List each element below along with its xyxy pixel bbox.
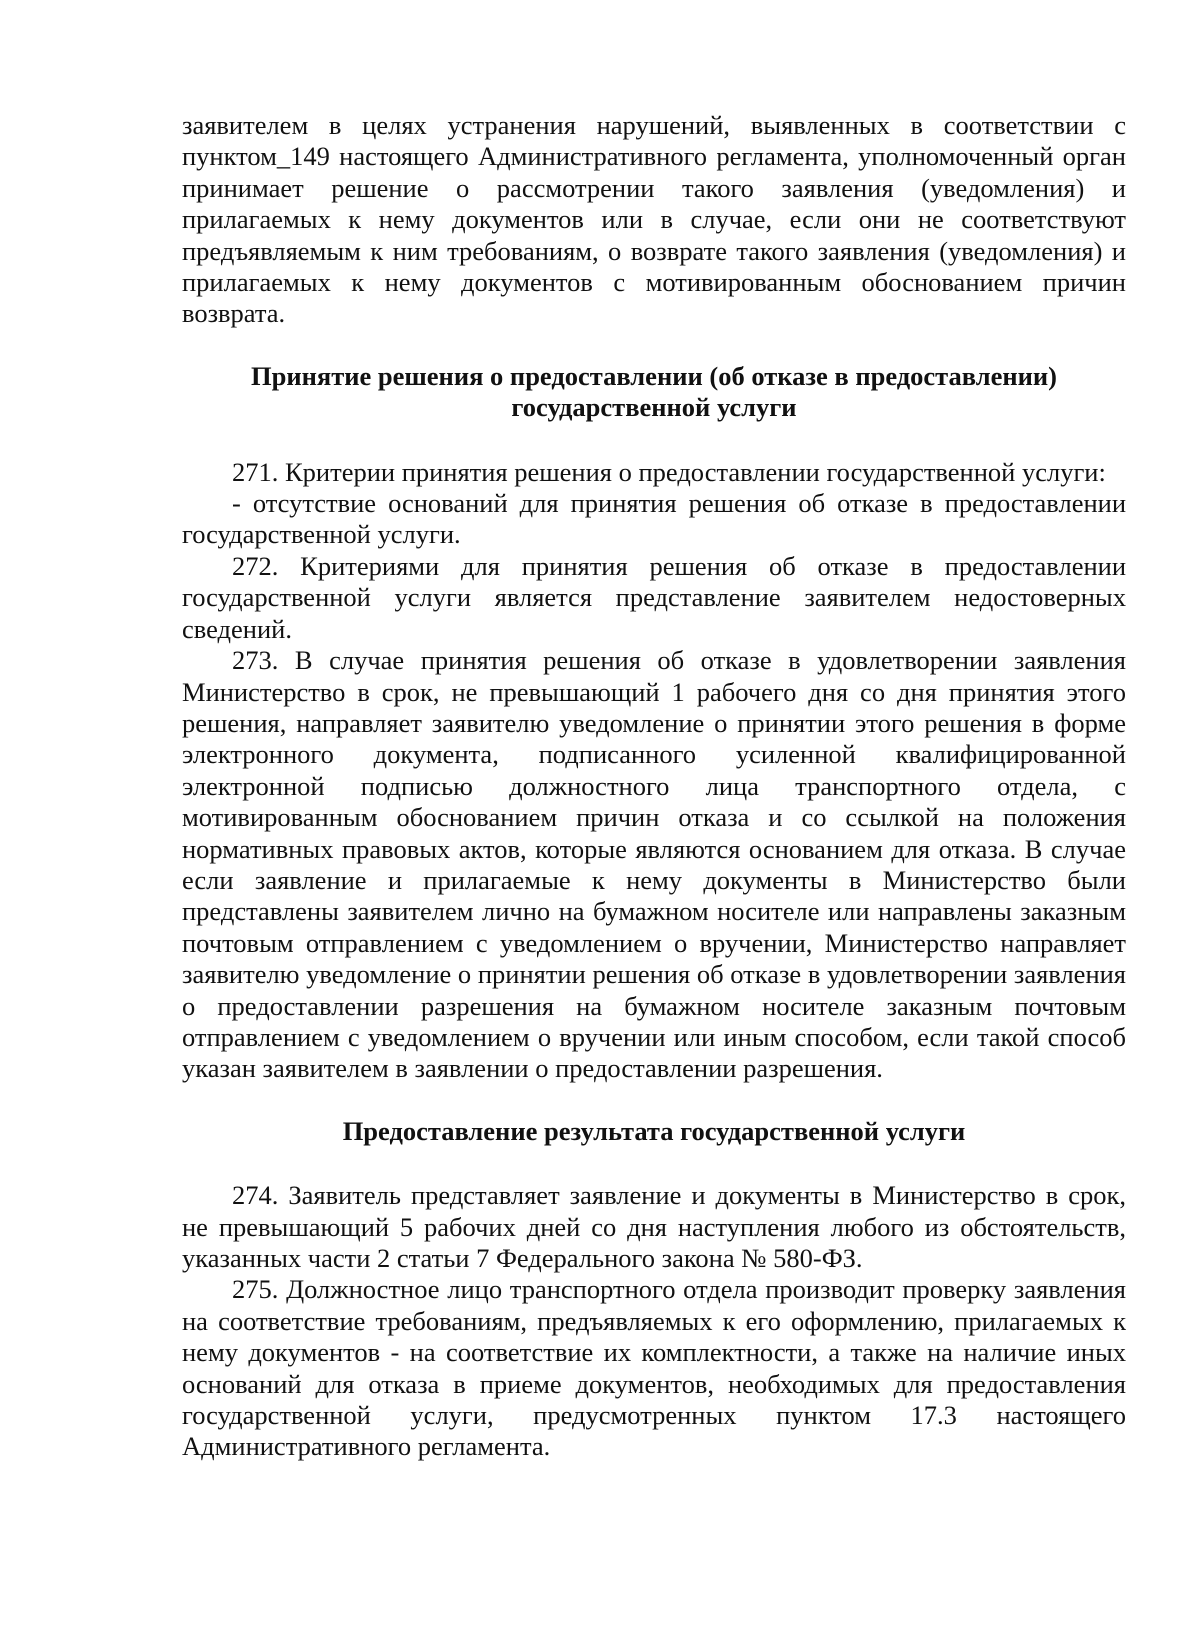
document-page xyxy=(182,110,1126,1463)
paragraph-271: 271. Критерии принятия решения о предоставлении государственной услуги: xyxy=(232,456,1106,487)
spacer xyxy=(182,1085,1126,1116)
spacer xyxy=(182,330,1126,361)
spacer xyxy=(182,1147,1126,1180)
continuation-paragraph: заявителем в целях устранения нарушений, выявленных в соответствии с пунктом_149 настоящего Административного регламента, уполномоченный орган принимает решение о рассмотрении такого заявления (уведомления) и прилагаемых к нему документов или в случае, если они не соответствуют предъявляемым к ним требованиям, о возврате такого заявления (уведомления) и прилагаемых к нему документов с мотивированным обоснованием причин возврата. xyxy=(182,110,1126,329)
paragraph-275: 275. Должностное лицо транспортного отдела производит проверку заявления на соответствие требованиям, предъявляемых к его оформлению, прилагаемых к нему документов - на соответствие их комплектности, а также на наличие иных оснований для отказа в приеме документов, необходимых для предоставления государственной услуги, предусмотренных пунктом 17.3 настоящего Административного регламента. xyxy=(182,1274,1126,1462)
paragraph-271-item: - отсутствие оснований для принятия решения об отказе в предоставлении государственной услуги. xyxy=(182,488,1126,550)
paragraph-274: 274. Заявитель представляет заявление и документы в Министерство в срок, не превышающий 5 рабочих дней со дня наступления любого из обстоятельств, указанных части 2 статьи 7 Федерального закона № 580-ФЗ. xyxy=(182,1180,1126,1273)
paragraph-272: 272. Критериями для принятия решения об отказе в предоставлении государственной услуги является представление заявителем недостоверных сведений. xyxy=(182,550,1126,644)
section-heading-decision-line2: государственной услуги xyxy=(511,392,797,423)
section-heading-decision-line1: Принятие решения о предоставлении (об отказе в предоставлении) xyxy=(251,360,1057,391)
section-heading-result: Предоставление результата государственной услуги xyxy=(342,1115,966,1146)
paragraph-273: 273. В случае принятия решения об отказе в удовлетворении заявления Министерство в срок, не превышающий 1 рабочего дня со дня принятия этого решения, направляет заявителю уведомление о принятии этого решения в форме электронного документа, подписанного усиленной квалифицированной электронной подписью должностного лица транспортного отдела, с мотивированным обоснованием причин отказа и со ссылкой на положения нормативных правовых актов, которые являются основанием для отказа. В случае если заявление и прилагаемые к нему документы в Министерство были представлены заявителем лично на бумажном носителе или направлены заказным почтовым отправлением с уведомлением о вручении, Министерство направляет заявителю уведомление о принятии решения об отказе в удовлетворении заявления о предоставлении разрешения на бумажном носителе заказным почтовым отправлением с уведомлением о вручении или иным способом, если такой способ указан заявителем в заявлении о предоставлении разрешения. xyxy=(182,645,1126,1084)
section-heading-decision xyxy=(182,361,1126,424)
spacer xyxy=(182,424,1126,457)
